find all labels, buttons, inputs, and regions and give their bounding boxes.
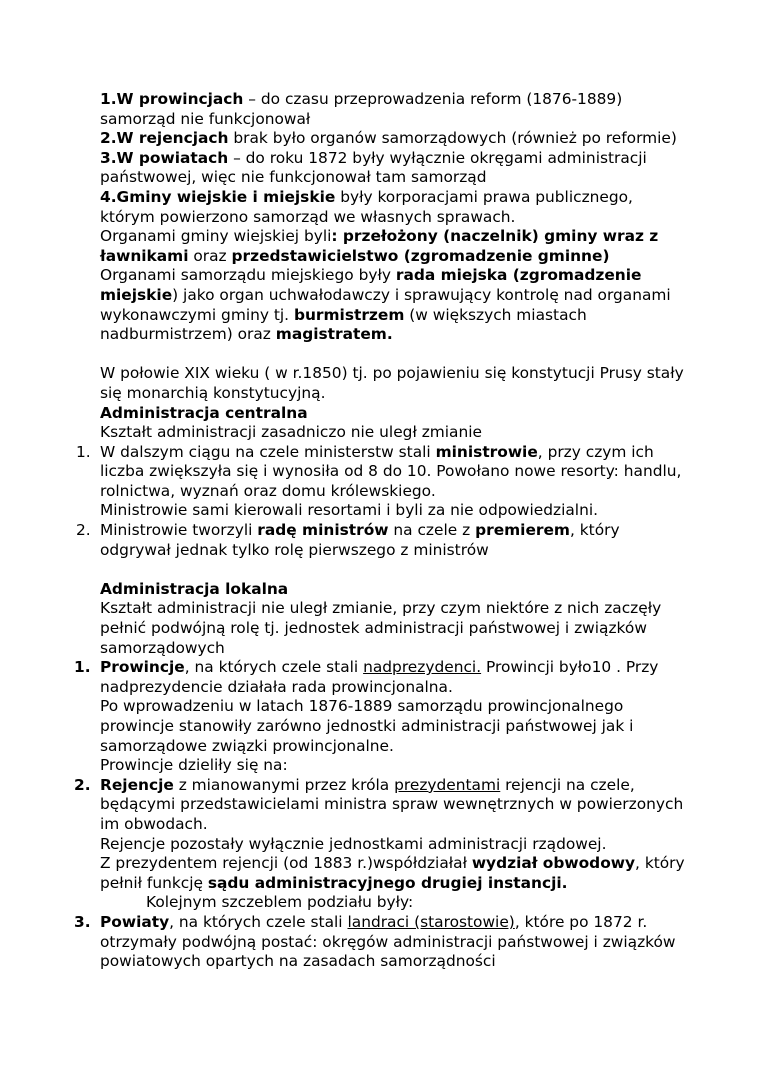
local-list-item-districts: 3. Powiaty, na których czele stali landraci (starostowie), które po 1872 r. otrzymały podwójną postać: okręgów administracji państwowej i związków powiatowych opartych na zasadach samorządności [74,912,676,971]
local-intro: Kształt administracji nie uległ zmianie, przy czym niektóre z nich zaczęły pełnić podwójną rolę tj. jednostek administracji państwowej i związków samorządowych [100,599,662,657]
list-number: 3. [74,912,91,931]
central-list-item-2: 2. Ministrowie tworzyli radę ministrów na czele z premierem, który odgrywał jednak tylko rolę pierwszego z ministrów [76,521,620,559]
list-number: 2. [74,775,91,794]
central-intro: Kształt administracji zasadniczo nie uległ zmianie [100,423,482,442]
list-number: 1. [74,658,91,677]
blank-line [100,345,685,365]
paragraph-regencies: 2.W rejencjach brak było organów samorządowych (również po reformie) [100,129,677,148]
paragraph-rural-organs: Organami gminy wiejskiej byli: przełożony (naczelnik) gminy wraz z ławnikami oraz przedstawicielstwo (zgromadzenie gminne) [100,227,659,265]
paragraph-districts: 3.W powiatach – do roku 1872 były wyłącznie okręgami administracji państwowej, więc nie funkcjonował tam samorząd [100,148,647,187]
heading-local-administration: Administracja lokalna [100,579,289,598]
document-body [74,90,685,972]
paragraph-communes: 4.Gminy wiejskie i miejskie były korporacjami prawa publicznego, którym powierzono samorząd we własnych sprawach. [100,187,633,226]
paragraph-constitution: W połowie XIX wieku ( w r.1850) tj. po pojawieniu się konstytucji Prusy stały się monarchią konstytucyjną. [100,364,684,402]
list-number: 2. [76,521,91,540]
local-list-item-provinces: 1. Prowincje, na których czele stali nadprezydenci. Prowincji było10 . Przy nadprezydencie działała rada prowincjonalna. Po wprowadzeniu w latach 1876-1889 samorządu prowincjonalnego prowincje stanowiły zarówno jednostki administracji państwowej jak i samorządowe związki prowincjonalne. Prowincje dzieliły się na: [74,658,659,775]
paragraph-provinces: 1.W prowincjach – do czasu przeprowadzenia reform (1876-1889) samorząd nie funkcjonował [100,90,623,128]
blank-line [100,560,685,580]
local-list-item-regencies: 2. Rejencje z mianowanymi przez króla prezydentami rejencji na czele, będącymi przedstawicielami ministra spraw wewnętrznych w powierzonych im obwodach. Rejencje pozostały wyłącznie jednostkami administracji rządowej. Z prezydentem rejencji (od 1883 r.)współdziałał wydział obwodowy, który pełnił funkcję sądu administracyjnego drugiej instancji. Kolejnym szczeblem podziału były: [74,775,685,912]
paragraph-urban-organs: Organami samorządu miejskiego były rada miejska (zgromadzenie miejskie) jako organ uchwałodawczy i sprawujący kontrolę nad organami wykonawczymi gminy tj. burmistrzem (w większych miastach nadburmistrzem) oraz magistratem. [100,266,671,344]
heading-central-administration: Administracja centralna [100,403,308,422]
list-number: 1. [76,442,91,461]
central-list-item-1: 1. W dalszym ciągu na czele ministerstw stali ministrowie, przy czym ich liczba zwiększyła się i wynosiła od 8 do 10. Powołano nowe resorty: handlu, rolnictwa, wyznań oraz domu królewskiego. Ministrowie sami kierowali resortami i byli za nie odpowiedzialni. [76,442,682,520]
